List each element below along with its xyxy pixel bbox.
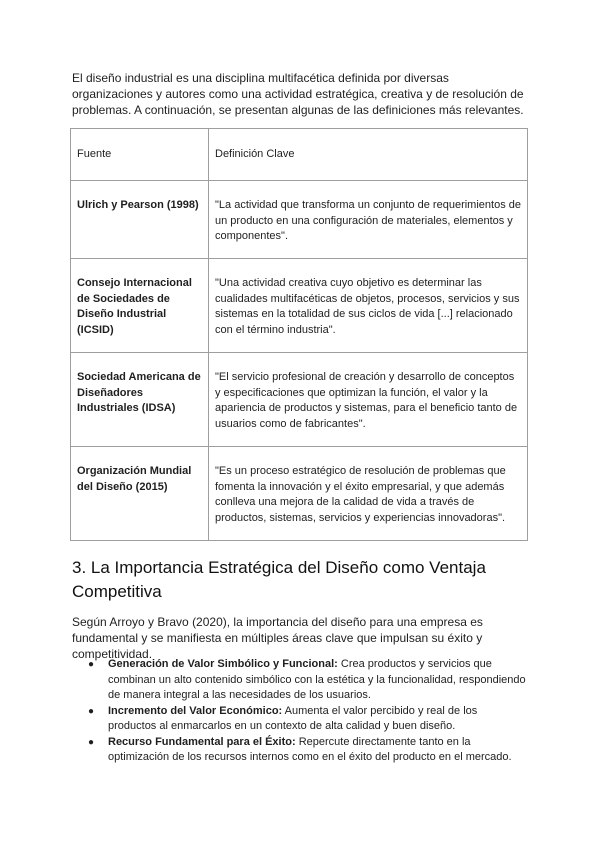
list-item (88, 657, 528, 704)
table-row (71, 353, 528, 447)
point-term: Generación de Valor Simbólico y Funcional: (108, 658, 338, 670)
list-item (88, 735, 528, 766)
table-header-row (71, 129, 528, 181)
table-row (71, 259, 528, 353)
point-text: Crea productos y servicios que combinan un alto contenido simbólico con la estética y la funcionalidad, respondiendo de manera integral a las necesidades de los usuarios. (108, 658, 526, 701)
row-source: Organización Mundial del Diseño (2015) (71, 447, 209, 541)
table-row (71, 181, 528, 259)
bullet-icon: ● (88, 705, 95, 717)
point-term: Recurso Fundamental para el Éxito: (108, 735, 296, 748)
intro-paragraph: El diseño industrial es una disciplina multifacética definida por diversas organizaciones y autores como una actividad estratégica, creativa y de resolución de problemas. A continuación, se presentan algunas de las definiciones más relevantes. (72, 71, 524, 117)
header-source: Fuente (71, 129, 209, 181)
list-item (88, 704, 528, 735)
table-row (71, 447, 528, 541)
point-text: Aumenta el valor percibido y real de los productos al enmarcarlos en un contexto de alta calidad y buen diseño. (108, 704, 478, 732)
row-definition: "La actividad que transforma un conjunto de requerimientos de un producto en una configuración de materiales, elementos y componentes". (209, 181, 528, 259)
point-text: Repercute directamente tanto en la optimización de los recursos internos como en el éxito del producto en el mercado. (108, 735, 512, 763)
row-source: Sociedad Americana de Diseñadores Industriales (IDSA) (71, 353, 209, 447)
bullet-icon: ● (88, 659, 95, 670)
row-definition: "El servicio profesional de creación y desarrollo de conceptos y especificaciones que optimizan la función, el valor y la apariencia de productos y sistemas, para el beneficio tanto de usuarios como de fabricantes". (209, 353, 528, 447)
bullet-icon: ● (88, 736, 95, 748)
row-source: Consejo Internacional de Sociedades de Diseño Industrial (ICSID) (71, 259, 209, 353)
row-definition: "Es un proceso estratégico de resolución de problemas que fomenta la innovación y el éxito empresarial, y que además conlleva una mejora de la calidad de vida a través de productos, sistemas, servicios y experiencias innovadoras". (209, 447, 528, 541)
definitions-table (70, 128, 528, 541)
point-term: Incremento del Valor Económico: (108, 704, 283, 717)
key-points-list (88, 657, 528, 766)
section-lead-paragraph: Según Arroyo y Bravo (2020), la importancia del diseño para una empresa es fundamental y se manifiesta en múltiples áreas clave que impulsan su éxito y competitividad. (72, 615, 483, 661)
section-heading: 3. La Importancia Estratégica del Diseño como Ventaja Competitiva (72, 558, 486, 601)
row-definition: "Una actividad creativa cuyo objetivo es determinar las cualidades multifacéticas de objetos, procesos, servicios y sus sistemas en la totalidad de sus ciclos de vida [...] relacionado con el término industria". (209, 259, 528, 353)
row-source: Ulrich y Pearson (1998) (71, 181, 209, 259)
header-definition: Definición Clave (209, 129, 528, 181)
